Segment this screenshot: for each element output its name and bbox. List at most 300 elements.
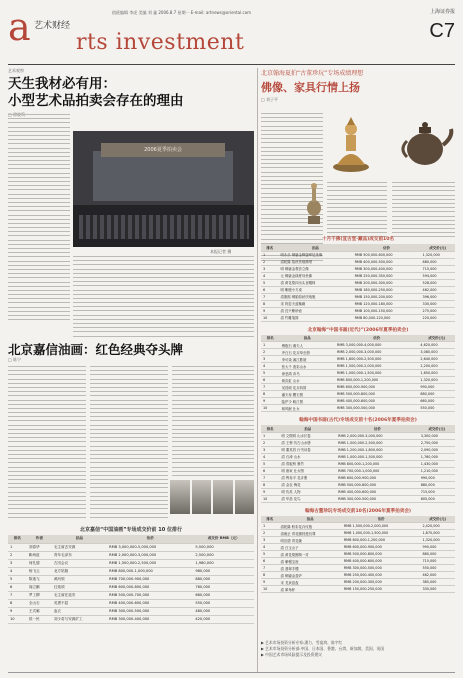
table-row bbox=[261, 446, 455, 453]
table-cell: RMB 400,000-600,000 bbox=[335, 398, 418, 405]
table-cell: 4 bbox=[261, 363, 280, 370]
table-cell: 4 bbox=[261, 272, 278, 279]
table-cell: 4 bbox=[261, 544, 279, 551]
auction-table bbox=[261, 327, 455, 413]
table-cell: 880,000 bbox=[420, 551, 455, 558]
article-body-wide bbox=[73, 256, 254, 340]
table-cell: 徐悲鸿 奔马 bbox=[280, 370, 335, 377]
table-cell: 清 宜兴紫砂壶 bbox=[278, 307, 352, 314]
table-cell: RMB 1,200,000-1,800,000 bbox=[336, 446, 419, 453]
table-row bbox=[8, 551, 254, 559]
table-cell: 毛主席在延安 bbox=[52, 591, 107, 599]
table-row bbox=[8, 615, 254, 623]
auction-table-grid bbox=[261, 516, 455, 594]
table-cell: 990,000 bbox=[420, 544, 455, 551]
table-cell: RMB 300,000-500,000 bbox=[342, 565, 421, 572]
table-cell: RMB 600,000-800,000 bbox=[107, 583, 193, 591]
table-row bbox=[8, 559, 254, 567]
table-row bbox=[261, 481, 455, 488]
table-cell: 9 bbox=[261, 579, 279, 586]
table-cell: 3,080,000 bbox=[418, 349, 455, 356]
table-cell: 杨飞云 bbox=[27, 567, 52, 575]
table-cell: 红烛颂 bbox=[52, 583, 107, 591]
table-cell: 宋 龙泉窑盘 bbox=[279, 579, 342, 586]
table-row bbox=[261, 272, 455, 279]
table-cell: 880,000 bbox=[418, 391, 455, 398]
table-cell: 9 bbox=[261, 398, 280, 405]
table-cell: 880,000 bbox=[419, 481, 455, 488]
table-cell: 黄宾虹 山水 bbox=[280, 377, 335, 384]
table-cell: 黄河颂 bbox=[52, 575, 107, 583]
table-row bbox=[261, 439, 455, 446]
table-cell: 330,000 bbox=[420, 586, 455, 593]
table-cell: RMB 1,000,000-1,500,000 bbox=[336, 453, 419, 460]
table-row bbox=[261, 251, 455, 258]
masthead-en-title: rts investment bbox=[76, 30, 245, 55]
table-cell: 刘少奇与安源矿工 bbox=[52, 615, 107, 623]
table-cell: 10 bbox=[261, 405, 280, 412]
table-cell: RMB 1,000,000-1,500,000 bbox=[335, 370, 418, 377]
table-cell: 5 bbox=[8, 575, 27, 583]
table-row bbox=[261, 558, 455, 565]
table-cell: 462,000 bbox=[421, 286, 455, 293]
table-row bbox=[8, 599, 254, 607]
auction-table-title: 翰海中国书画(古代)专场成交前十名(2006年夏季拍卖会) bbox=[299, 418, 417, 423]
table-cell: 1 bbox=[261, 251, 278, 258]
table-cell: 8 bbox=[261, 391, 280, 398]
table-cell: 1,320,000 bbox=[418, 377, 455, 384]
table-row bbox=[261, 565, 455, 572]
table-cell: 1 bbox=[261, 523, 279, 530]
table-cell: RMB 1,500,000-2,000,000 bbox=[342, 523, 421, 530]
table-row bbox=[261, 467, 455, 474]
table-cell: 吴昌硕 花卉四屏 bbox=[280, 384, 335, 391]
photo-caption: 本报记者 摄 bbox=[210, 249, 232, 254]
auction-stage bbox=[93, 151, 233, 201]
table-cell: 闻立鹏 bbox=[27, 583, 52, 591]
table-header-cell: 排名 bbox=[261, 335, 280, 342]
right-body-col-2 bbox=[327, 182, 387, 241]
table-cell: 明永乐 铜鎏金释迦牟尼坐像 bbox=[278, 251, 352, 258]
table-cell: 385,000 bbox=[420, 579, 455, 586]
table-header-cell: 估价 bbox=[107, 535, 193, 543]
table-cell: 6 bbox=[261, 467, 279, 474]
table-cell: 宋 钧窑天蓝釉碗 bbox=[278, 300, 352, 307]
table-cell: 潘天寿 鹰石图 bbox=[280, 391, 335, 398]
table-header-cell: 成交价(元) bbox=[421, 244, 455, 251]
table-row bbox=[8, 591, 254, 599]
table-cell: 罗工柳 bbox=[27, 591, 52, 599]
table-cell: 古田会议 bbox=[52, 559, 107, 567]
oil-painting-table-title: 北京嘉信“中国油画”专场成交价前 10 位排行 bbox=[79, 527, 182, 533]
table-cell: RMB 700,000-1,000,000 bbox=[336, 467, 419, 474]
table-header-cell: 作者 bbox=[27, 535, 52, 543]
table-cell: 10 bbox=[8, 615, 27, 623]
table-cell: 1 bbox=[261, 432, 279, 439]
table-cell: 220,000 bbox=[421, 314, 455, 321]
table-cell: 林风眠 仕女 bbox=[280, 405, 335, 412]
table-cell: 275,000 bbox=[421, 307, 455, 314]
table-cell: 清 石涛 山水 bbox=[279, 453, 336, 460]
table-row bbox=[261, 363, 455, 370]
table-cell: 毛主席去安源 bbox=[52, 543, 107, 551]
antique-photos bbox=[327, 113, 455, 173]
table-cell: 2,500,000 bbox=[193, 551, 254, 559]
table-cell: 1,210,000 bbox=[419, 467, 455, 474]
table-cell: 6 bbox=[261, 286, 278, 293]
table-cell: 清 竹雕笔筒 bbox=[278, 314, 352, 321]
table-header-cell: 成交价(元) bbox=[420, 516, 455, 523]
table-cell: 2 bbox=[8, 551, 27, 559]
table-header-cell: 排名 bbox=[261, 516, 279, 523]
table-cell: 血衣 bbox=[52, 607, 107, 615]
table-header-cell: 拍品 bbox=[279, 516, 342, 523]
table-cell: 6 bbox=[261, 558, 279, 565]
table-cell: 李可染 漓江胜境 bbox=[280, 356, 335, 363]
table-row bbox=[261, 453, 455, 460]
table-row bbox=[261, 432, 455, 439]
table-cell: 715,000 bbox=[421, 265, 455, 272]
table-row bbox=[261, 495, 455, 502]
table-cell: RMB 800,000-1,200,000 bbox=[342, 537, 421, 544]
table-cell: RMB 150,000-200,000 bbox=[353, 293, 421, 300]
table-cell: 清乾隆 掐丝珐琅佛塔 bbox=[278, 258, 352, 265]
table-row bbox=[261, 551, 455, 558]
table-cell: RMB 200,000-300,000 bbox=[342, 579, 421, 586]
table-row bbox=[261, 356, 455, 363]
table-cell: 550,000 bbox=[420, 565, 455, 572]
table-cell: 元 铜鎏金绿度母坐像 bbox=[278, 272, 352, 279]
table-row bbox=[8, 583, 254, 591]
column-divider bbox=[257, 68, 258, 672]
table-cell: 2 bbox=[261, 349, 280, 356]
table-cell: 980,000 bbox=[193, 567, 254, 575]
table-cell: RMB 180,000-250,000 bbox=[353, 286, 421, 293]
table-cell: 清 铜鎏金香炉 bbox=[279, 572, 342, 579]
table-cell: RMB 250,000-350,000 bbox=[353, 272, 421, 279]
table-cell: 2,200,000 bbox=[418, 363, 455, 370]
table-cell: RMB 400,000-600,000 bbox=[336, 488, 419, 495]
table-cell: RMB 300,000-500,000 bbox=[107, 607, 193, 615]
table-cell: 660,000 bbox=[193, 591, 254, 599]
left-article bbox=[8, 68, 254, 118]
table-cell: 4 bbox=[8, 567, 27, 575]
table-cell: 清 犀角杯 bbox=[279, 586, 342, 593]
sub-article-col-2 bbox=[90, 366, 168, 521]
table-cell: 明 唐寅 仕女图 bbox=[279, 467, 336, 474]
table-cell: 7 bbox=[261, 565, 279, 572]
table-cell: 明宣德 青花碗 bbox=[279, 537, 342, 544]
table-cell: 清 金农 梅花 bbox=[279, 481, 336, 488]
left-headline-line-1: 天生我材必有用： bbox=[8, 76, 116, 92]
table-cell: 715,000 bbox=[420, 558, 455, 565]
table-cell: 3 bbox=[261, 356, 280, 363]
table-cell: 英勇不屈 bbox=[52, 599, 107, 607]
table-cell: RMB 2,000,000-3,000,000 bbox=[107, 551, 193, 559]
table-cell: 880,000 bbox=[421, 258, 455, 265]
table-cell: 清雍正 青花缠枝莲纹尊 bbox=[279, 530, 342, 537]
page-code: C7 bbox=[429, 20, 455, 42]
stupa-image bbox=[305, 182, 323, 224]
table-row bbox=[8, 607, 254, 615]
table-cell: 1,760,000 bbox=[419, 453, 455, 460]
table-cell: 5 bbox=[261, 551, 279, 558]
auction-banner: 2006夏季拍卖会 bbox=[101, 143, 225, 157]
table-cell: RMB 2,000,000-3,000,000 bbox=[335, 349, 418, 356]
table-cell: 4,620,000 bbox=[418, 342, 455, 349]
table-cell: 330,000 bbox=[421, 300, 455, 307]
table-cell: RMB 3,000,000-4,000,000 bbox=[335, 342, 418, 349]
table-header-cell: 拍品 bbox=[278, 244, 352, 251]
footer-line-2: ▶ 艺术市场投资分析部:中国、日本国、香港、台湾、新加坡、美国、英国 bbox=[261, 646, 385, 651]
sub-article-byline: □ 陈宁 bbox=[8, 357, 22, 362]
table-row bbox=[261, 391, 455, 398]
table-cell: 1 bbox=[261, 342, 280, 349]
table-cell: 清 华嵒 花鸟 bbox=[279, 495, 336, 502]
masthead-info: 值班编辑 李虎 美编 刘 鑫 2006.8.7 星期一 E-mail: artnews@oriental.com bbox=[112, 10, 252, 15]
table-row bbox=[8, 567, 254, 575]
oil-painting-photo bbox=[170, 480, 254, 514]
table-cell: 陈逸飞 bbox=[27, 575, 52, 583]
table-cell: 8 bbox=[8, 599, 27, 607]
painting-figure-3 bbox=[213, 480, 233, 514]
table-cell: 1,650,000 bbox=[418, 370, 455, 377]
table-row bbox=[261, 579, 455, 586]
table-cell: RMB 1,500,000-2,500,000 bbox=[107, 559, 193, 567]
table-cell: RMB 120,000-180,000 bbox=[353, 300, 421, 307]
sub-article-col-1 bbox=[8, 366, 86, 521]
table-row bbox=[261, 572, 455, 579]
table-cell: 1 bbox=[8, 543, 27, 551]
table-cell: 3 bbox=[8, 559, 27, 567]
table-cell: 3,300,000 bbox=[419, 432, 455, 439]
table-cell: 480,000 bbox=[193, 607, 254, 615]
painting-figure-2 bbox=[192, 480, 212, 514]
table-cell: RMB 300,000-400,000 bbox=[353, 265, 421, 272]
auction-table-title: 翰海古董珍玩专场成交前10名(2006年夏季拍卖会) bbox=[304, 508, 412, 514]
painting-figure-4 bbox=[235, 480, 255, 514]
table-cell: 5 bbox=[261, 370, 280, 377]
table-cell: RMB 1,800,000-2,500,000 bbox=[335, 356, 418, 363]
table-cell: 3 bbox=[261, 446, 279, 453]
table-cell: RMB 1,500,000-2,000,000 bbox=[335, 363, 418, 370]
auction-people bbox=[79, 215, 249, 239]
masthead-cn-title: 艺术财经 bbox=[32, 18, 72, 31]
right-body-col-3 bbox=[392, 182, 455, 241]
sub-article-col-3 bbox=[172, 366, 254, 479]
table-cell: 990,000 bbox=[418, 384, 455, 391]
table-row bbox=[261, 586, 455, 593]
table-header-cell: 成交价 RMB（元） bbox=[193, 535, 254, 543]
table-row bbox=[261, 286, 455, 293]
table-row bbox=[261, 258, 455, 265]
table-row bbox=[261, 307, 455, 314]
table-cell: 6 bbox=[8, 583, 27, 591]
table-cell: 462,000 bbox=[420, 572, 455, 579]
table-cell: 7 bbox=[261, 293, 278, 300]
table-cell: 10 bbox=[261, 495, 279, 502]
right-article bbox=[261, 68, 455, 103]
table-cell: 5 bbox=[261, 279, 278, 286]
table-cell: 715,000 bbox=[419, 488, 455, 495]
table-header-cell: 拍品 bbox=[52, 535, 107, 543]
table-cell: 8 bbox=[261, 481, 279, 488]
table-row bbox=[261, 377, 455, 384]
oil-painting-table bbox=[8, 526, 254, 624]
table-cell: 全山石 bbox=[27, 599, 52, 607]
table-cell: RMB 400,000-600,000 bbox=[342, 558, 421, 565]
table-cell: 9 bbox=[261, 307, 278, 314]
table-cell: 2 bbox=[261, 439, 279, 446]
auction-table-grid bbox=[261, 335, 455, 413]
table-cell: 青年毛泽东 bbox=[52, 551, 107, 559]
table-row bbox=[261, 537, 455, 544]
auction-table-grid bbox=[261, 425, 455, 503]
table-cell: 清 白玉山子 bbox=[279, 544, 342, 551]
table-row bbox=[261, 370, 455, 377]
table-cell: 2,420,000 bbox=[420, 523, 455, 530]
sub-article-headline: 北京嘉信油画：红色经典夺头牌 bbox=[8, 342, 184, 357]
table-cell: 4 bbox=[261, 453, 279, 460]
table-cell: 清 恽寿平 花卉册 bbox=[279, 474, 336, 481]
table-cell: RMB 300,000-500,000 bbox=[336, 495, 419, 502]
table-cell: RMB 500,000-800,000 bbox=[335, 391, 418, 398]
table-cell: 王式廓 bbox=[27, 607, 52, 615]
table-row bbox=[261, 265, 455, 272]
table-cell: 刘春华 bbox=[27, 543, 52, 551]
table-row bbox=[261, 300, 455, 307]
table-cell: 6 bbox=[261, 377, 280, 384]
table-cell: 7 bbox=[261, 474, 279, 481]
table-cell: RMB 1,000,000-1,500,000 bbox=[342, 530, 421, 537]
table-cell: 420,000 bbox=[193, 615, 254, 623]
right-tables bbox=[261, 236, 455, 598]
table-cell: 1,870,000 bbox=[420, 530, 455, 537]
table-cell: RMB 500,000-600,000 bbox=[353, 251, 421, 258]
table-cell: RMB 300,000-400,000 bbox=[107, 615, 193, 623]
auction-photo bbox=[73, 131, 254, 247]
table-cell: 528,000 bbox=[421, 279, 455, 286]
table-cell: 3 bbox=[261, 537, 279, 544]
footer-rule bbox=[8, 672, 455, 673]
table-cell: 齐白石 花卉草虫册 bbox=[280, 349, 335, 356]
table-cell: 605,000 bbox=[419, 495, 455, 502]
table-cell: RMB 200,000-300,000 bbox=[353, 279, 421, 286]
painting-figure-1 bbox=[170, 480, 190, 514]
table-cell: 2 bbox=[261, 258, 278, 265]
table-cell: RMB 700,000-900,000 bbox=[107, 575, 193, 583]
table-cell: 清乾隆 粉彩花卉纹瓶 bbox=[279, 523, 342, 530]
auction-table bbox=[261, 236, 455, 322]
table-cell: 侯一民 bbox=[27, 615, 52, 623]
table-cell: 594,000 bbox=[421, 272, 455, 279]
left-kicker: 艺术观察 bbox=[8, 68, 24, 73]
table-header-cell: 排名 bbox=[261, 425, 279, 432]
footer-line-3: ▶ 中国艺术市场风险提示及投资建议 bbox=[261, 652, 323, 657]
table-cell: RMB 2,000,000-3,000,000 bbox=[336, 432, 419, 439]
auction-table-title: 十月千佛(宣古堂·藏品)成交前10名 bbox=[321, 237, 395, 242]
table-cell: 张大千 泼彩山水 bbox=[280, 363, 335, 370]
table-cell: 3 bbox=[261, 265, 278, 272]
table-cell: 明 文徵明 山水长卷 bbox=[279, 432, 336, 439]
table-cell: 明 铜鎏金观音立像 bbox=[278, 265, 352, 272]
right-byline: □ 刘子平 bbox=[261, 97, 279, 102]
table-row bbox=[261, 314, 455, 321]
table-row bbox=[261, 398, 455, 405]
right-headline: 佛像、家具行情上扬 bbox=[261, 81, 360, 94]
auction-table bbox=[261, 508, 455, 594]
teapot-image bbox=[399, 117, 455, 171]
table-cell: 何孔德 bbox=[27, 559, 52, 567]
article-body-col-1 bbox=[8, 114, 70, 323]
table-cell: RMB 600,000-900,000 bbox=[336, 474, 419, 481]
table-cell: 2,750,000 bbox=[419, 439, 455, 446]
table-cell: 1,980,000 bbox=[193, 559, 254, 567]
table-cell: 清 黄花梨圈椅一对 bbox=[279, 551, 342, 558]
page-footer bbox=[261, 640, 455, 658]
table-cell: RMB 1,500,000-2,500,000 bbox=[336, 439, 419, 446]
table-cell: 清 紫檀宝座 bbox=[279, 558, 342, 565]
table-cell: 2 bbox=[261, 530, 279, 537]
table-cell: 清 王翚 仿古山水册 bbox=[279, 439, 336, 446]
table-row bbox=[261, 384, 455, 391]
table-cell: RMB 500,000-700,000 bbox=[107, 591, 193, 599]
table-row bbox=[261, 523, 455, 530]
table-row bbox=[8, 543, 254, 551]
table-row bbox=[261, 349, 455, 356]
right-kicker: 北京翰海夏拍“古董珍玩”专场成绩理想 bbox=[261, 70, 364, 77]
table-cell: 清 翡翠手镯 bbox=[279, 565, 342, 572]
buddha-statue-image bbox=[327, 113, 375, 173]
table-cell: 明 紫檀小方桌 bbox=[278, 286, 352, 293]
table-cell: 990,000 bbox=[419, 474, 455, 481]
table-cell: RMB 500,000-800,000 bbox=[342, 551, 421, 558]
table-header-cell: 成交价(元) bbox=[418, 335, 455, 342]
table-header-cell: 估价 bbox=[342, 516, 421, 523]
left-headline-line-2: 小型艺术品拍卖会存在的理由 bbox=[8, 93, 184, 109]
table-header-cell: 拍品 bbox=[280, 335, 335, 342]
table-header-cell: 排名 bbox=[8, 535, 27, 543]
table-cell: RMB 800,000-1,000,000 bbox=[107, 567, 193, 575]
masthead-letter: a bbox=[8, 5, 30, 49]
table-header-cell: 成交价(元) bbox=[419, 425, 455, 432]
table-row bbox=[8, 575, 254, 583]
table-cell: RMB 250,000-400,000 bbox=[342, 572, 421, 579]
table-row bbox=[261, 293, 455, 300]
table-cell: 靳尚谊 bbox=[27, 551, 52, 559]
table-row bbox=[261, 488, 455, 495]
oil-painting-table-grid bbox=[8, 535, 254, 624]
table-header-cell: 估价 bbox=[336, 425, 419, 432]
table-cell: RMB 500,000-800,000 bbox=[336, 481, 419, 488]
table-cell: 陆俨少 峡江图 bbox=[280, 398, 335, 405]
table-row bbox=[261, 474, 455, 481]
table-row bbox=[261, 405, 455, 412]
table-cell: 2,090,000 bbox=[419, 446, 455, 453]
table-header-cell: 拍品 bbox=[279, 425, 336, 432]
masthead bbox=[8, 6, 455, 64]
table-cell: 1,320,000 bbox=[420, 537, 455, 544]
table-cell: 10 bbox=[261, 586, 279, 593]
table-cell: 396,000 bbox=[421, 293, 455, 300]
table-cell: RMB 800,000-1,200,000 bbox=[335, 377, 418, 384]
table-cell: RMB 600,000-900,000 bbox=[335, 384, 418, 391]
table-cell: 清 郑板桥 墨竹 bbox=[279, 460, 336, 467]
table-cell: 10 bbox=[261, 314, 278, 321]
table-cell: RMB 400,000-500,000 bbox=[353, 258, 421, 265]
table-row bbox=[261, 544, 455, 551]
table-header-cell: 估价 bbox=[353, 244, 421, 251]
